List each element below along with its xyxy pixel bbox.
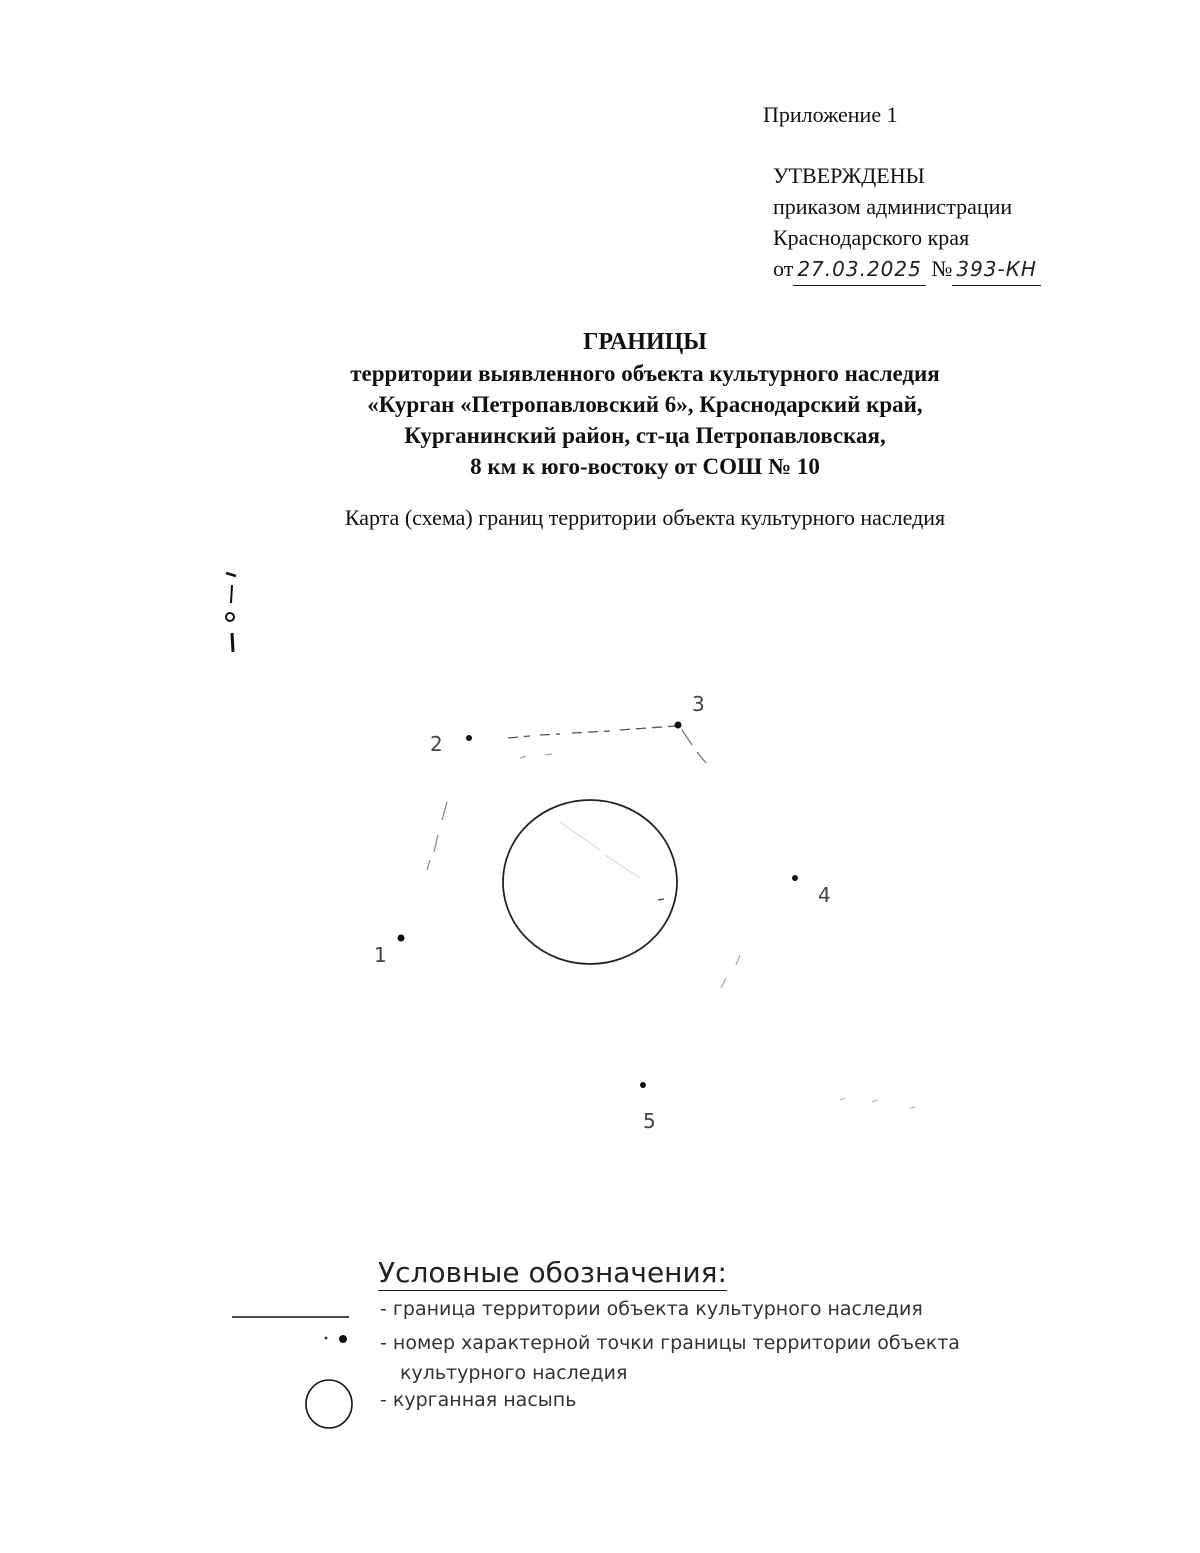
point-5-label: 5: [643, 1109, 656, 1133]
handwritten-date: 27.03.2025: [793, 254, 926, 286]
mound-mark: [658, 899, 664, 900]
approval-region: Краснодарского края: [773, 225, 970, 250]
legend-title: [378, 1256, 727, 1289]
point-2-label: 2: [430, 732, 443, 756]
legend-symbols: [228, 1300, 368, 1440]
point-3-marker: [675, 722, 682, 729]
point-2-marker: [466, 735, 472, 741]
approval-order: приказом администрации: [773, 194, 1013, 219]
legend-title-text: Условные обозначения:: [378, 1256, 727, 1289]
boundary-map: [0, 560, 1200, 1180]
point-1-label: 1: [374, 943, 387, 967]
legend-mound-text: - курганная насыпь: [380, 1389, 577, 1411]
number-prefix: №: [931, 256, 953, 281]
legend-boundary-text: - граница территории объекта культурного наследия: [380, 1298, 923, 1320]
title-line-4: 8 км к юго-востоку от СОШ № 10: [470, 454, 820, 479]
title-line-2: «Курган «Петропавловский 6», Краснодарский край,: [367, 392, 923, 417]
document-title: [0, 327, 1200, 482]
date-prefix: от: [773, 256, 794, 281]
boundary-line: [427, 726, 915, 1108]
north-arrow-icon: [226, 573, 236, 652]
title-line-3: Курганинский район, ст-ца Петропавловская,: [404, 423, 886, 448]
point-4-label: 4: [818, 883, 831, 907]
legend-dot-small: [325, 1337, 328, 1340]
title-line-1: территории выявленного объекта культурного наследия: [350, 361, 940, 386]
legend-point-text: [380, 1328, 1080, 1388]
approval-date-number: [773, 253, 1041, 286]
legend-point-line-1: - номер характерной точки границы территории объекта: [380, 1332, 960, 1354]
point-5-marker: [640, 1082, 646, 1088]
title-main: ГРАНИЦЫ: [583, 329, 707, 355]
point-4-marker: [792, 875, 798, 881]
boundary-points: [398, 722, 799, 1089]
legend-point-icon: [339, 1335, 347, 1343]
handwritten-number: 393-КН: [952, 254, 1041, 286]
legend-mound-icon: [306, 1380, 352, 1428]
point-1-marker: [398, 935, 405, 942]
mound-circle: [503, 800, 677, 964]
point-3-label: 3: [692, 692, 705, 716]
approval-stamp: [773, 160, 1041, 286]
appendix-label: Приложение 1: [763, 102, 898, 127]
approval-title: УТВЕРЖДЕНЫ: [773, 163, 925, 188]
map-caption: Карта (схема) границ территории объекта культурного наследия: [344, 505, 946, 530]
legend-point-line-2: культурного наследия: [400, 1362, 628, 1384]
